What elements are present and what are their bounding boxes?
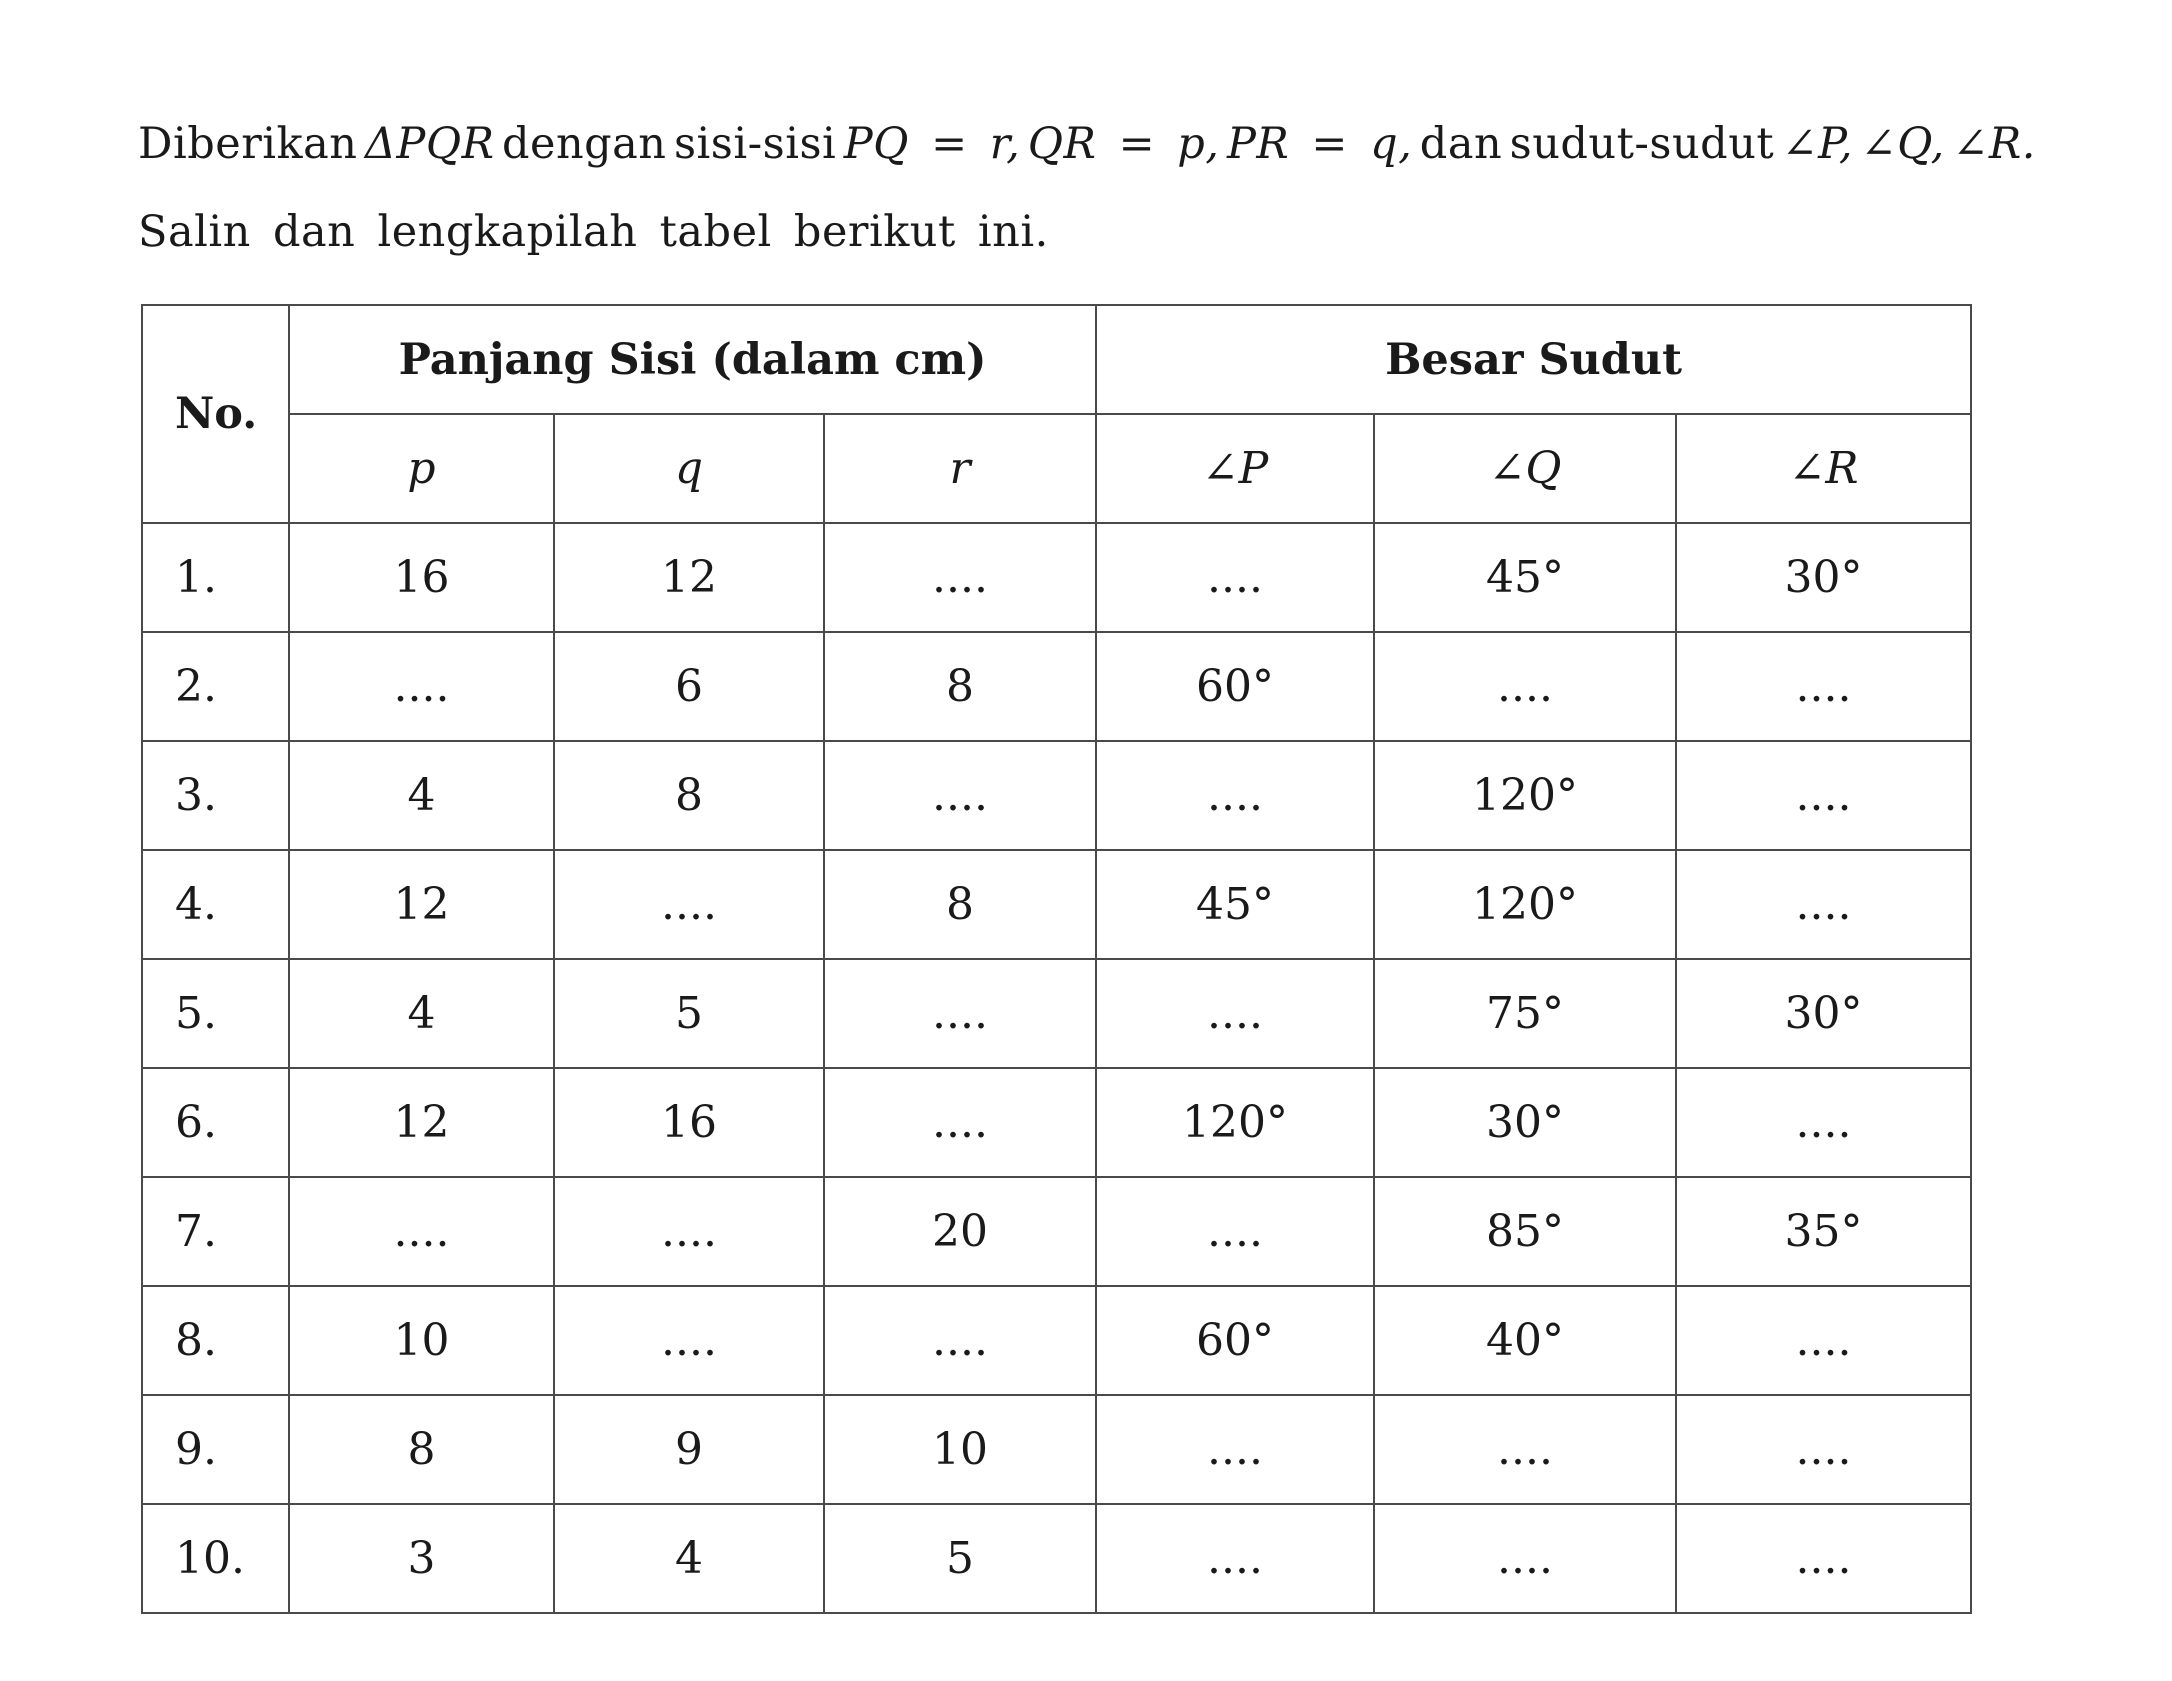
table-row — [142, 1504, 1971, 1613]
cell-angle-q: .... — [1374, 632, 1676, 741]
header-row-2 — [142, 414, 1971, 523]
cell-p: 16 — [289, 523, 554, 632]
cell-angle-r: 30° — [1676, 523, 1971, 632]
cell-angle-p: .... — [1096, 741, 1374, 850]
header-row-1 — [142, 305, 1971, 414]
header-angle-p: ∠P — [1096, 414, 1374, 523]
triangle-pqr: ΔPQR — [364, 119, 495, 169]
cell-angle-q: 120° — [1374, 850, 1676, 959]
row-number: 8. — [142, 1286, 289, 1395]
header-angles: Besar Sudut — [1096, 305, 1971, 414]
cell-angle-p: .... — [1096, 523, 1374, 632]
cell-p: 4 — [289, 959, 554, 1068]
cell-q: 12 — [554, 523, 824, 632]
row-number: 1. — [142, 523, 289, 632]
cell-q: 8 — [554, 741, 824, 850]
cell-angle-r: 35° — [1676, 1177, 1971, 1286]
cell-angle-p: .... — [1096, 1504, 1374, 1613]
cell-angle-p: .... — [1096, 1177, 1374, 1286]
cell-p: 3 — [289, 1504, 554, 1613]
cell-angle-r: .... — [1676, 850, 1971, 959]
cell-r: .... — [824, 1068, 1096, 1177]
cell-angle-q: 85° — [1374, 1177, 1676, 1286]
row-number: 4. — [142, 850, 289, 959]
cell-q: .... — [554, 1177, 824, 1286]
cell-angle-r: .... — [1676, 741, 1971, 850]
header-r: r — [824, 414, 1096, 523]
triangle-table — [141, 304, 1972, 1614]
row-number: 5. — [142, 959, 289, 1068]
angle-p: ∠P, — [1781, 119, 1854, 169]
cell-angle-r: .... — [1676, 1395, 1971, 1504]
cell-angle-q: .... — [1374, 1395, 1676, 1504]
cell-q: .... — [554, 850, 824, 959]
side-pq: PQ = r, — [843, 119, 1021, 169]
row-number: 6. — [142, 1068, 289, 1177]
cell-q: 5 — [554, 959, 824, 1068]
table-row — [142, 741, 1971, 850]
cell-p: .... — [289, 632, 554, 741]
table-row — [142, 632, 1971, 741]
cell-r: .... — [824, 1286, 1096, 1395]
header-angle-q: ∠Q — [1374, 414, 1676, 523]
cell-angle-p: 45° — [1096, 850, 1374, 959]
cell-angle-r: .... — [1676, 1068, 1971, 1177]
cell-angle-p: 60° — [1096, 1286, 1374, 1395]
cell-angle-q: 40° — [1374, 1286, 1676, 1395]
angle-q: ∠Q, — [1860, 119, 1945, 169]
cell-angle-q: 30° — [1374, 1068, 1676, 1177]
header-p: p — [289, 414, 554, 523]
cell-q: 9 — [554, 1395, 824, 1504]
cell-q: 16 — [554, 1068, 824, 1177]
cell-q: .... — [554, 1286, 824, 1395]
table-row — [142, 1068, 1971, 1177]
row-number: 9. — [142, 1395, 289, 1504]
cell-r: 20 — [824, 1177, 1096, 1286]
row-number: 2. — [142, 632, 289, 741]
side-qr: QR = p, — [1027, 119, 1220, 169]
cell-r: 5 — [824, 1504, 1096, 1613]
angle-r: ∠R. — [1952, 119, 2036, 169]
side-pr: PR = q, — [1226, 119, 1413, 169]
problem-line-2: Salin dan lengkapilah tabel berikut ini. — [138, 207, 1049, 257]
cell-p: 4 — [289, 741, 554, 850]
cell-p: 10 — [289, 1286, 554, 1395]
cell-r: .... — [824, 959, 1096, 1068]
table-row — [142, 1395, 1971, 1504]
intro-word: sudut-sudut — [1509, 119, 1775, 169]
table-row — [142, 523, 1971, 632]
intro-word: Diberikan — [138, 119, 358, 169]
cell-r: .... — [824, 523, 1096, 632]
row-number: 3. — [142, 741, 289, 850]
cell-p: .... — [289, 1177, 554, 1286]
table-row — [142, 1286, 1971, 1395]
cell-r: 10 — [824, 1395, 1096, 1504]
row-number: 10. — [142, 1504, 289, 1613]
table-row — [142, 1177, 1971, 1286]
header-angle-r: ∠R — [1676, 414, 1971, 523]
cell-angle-p: 60° — [1096, 632, 1374, 741]
cell-p: 8 — [289, 1395, 554, 1504]
cell-angle-p: .... — [1096, 959, 1374, 1068]
intro-word: dengan — [501, 119, 667, 169]
cell-angle-q: 120° — [1374, 741, 1676, 850]
intro-word: sisi-sisi — [673, 119, 837, 169]
cell-angle-r: .... — [1676, 1504, 1971, 1613]
header-side-lengths: Panjang Sisi (dalam cm) — [289, 305, 1096, 414]
header-no: No. — [142, 305, 289, 523]
cell-q: 4 — [554, 1504, 824, 1613]
cell-angle-r: .... — [1676, 632, 1971, 741]
cell-angle-r: .... — [1676, 1286, 1971, 1395]
cell-angle-q: .... — [1374, 1504, 1676, 1613]
problem-line-1 — [138, 100, 2036, 188]
intro-word: dan — [1419, 119, 1503, 169]
cell-r: .... — [824, 741, 1096, 850]
cell-angle-p: 120° — [1096, 1068, 1374, 1177]
row-number: 7. — [142, 1177, 289, 1286]
header-q: q — [554, 414, 824, 523]
cell-q: 6 — [554, 632, 824, 741]
cell-angle-q: 45° — [1374, 523, 1676, 632]
problem-statement — [138, 100, 2038, 276]
cell-angle-q: 75° — [1374, 959, 1676, 1068]
cell-angle-r: 30° — [1676, 959, 1971, 1068]
cell-r: 8 — [824, 632, 1096, 741]
cell-angle-p: .... — [1096, 1395, 1374, 1504]
table-row — [142, 959, 1971, 1068]
cell-p: 12 — [289, 1068, 554, 1177]
cell-r: 8 — [824, 850, 1096, 959]
table-row — [142, 850, 1971, 959]
cell-p: 12 — [289, 850, 554, 959]
